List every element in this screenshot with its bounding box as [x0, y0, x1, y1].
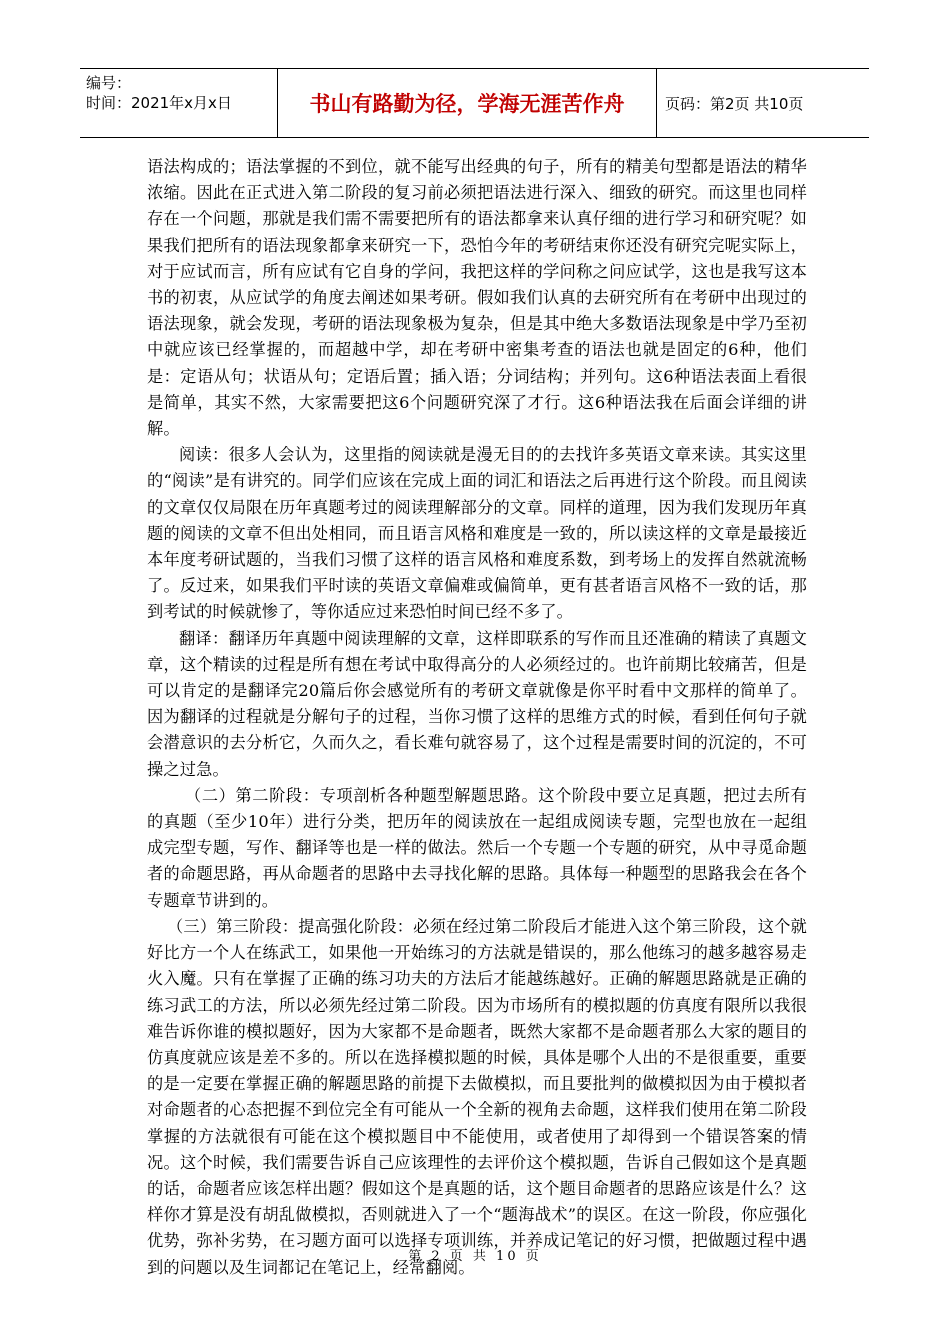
header-motto: 书山有路勤为径，学海无涯苦作舟 — [278, 69, 657, 137]
page-footer: 第 2 页 共 10 页 — [408, 1249, 542, 1264]
page-header — [80, 68, 869, 138]
paragraph-reading: 阅读：很多人会认为，这里指的阅读就是漫无目的的去找许多英语文章来读。其实这里的“阅读”是有讲究的。同学们应该在完成上面的词汇和语法之后再进行这个阶段。而且阅读的文章仅仅局限在历年真题考过的阅读理解部分的文章。同样的道理，因为我们发现历年真题的阅读的文章不但出处相同，而且语言风格和难度是一致的，所以读这样的文章是最接近本年度考研试题的，当我们习惯了这样的语言风格和难度系数，到考场上的发挥自然就流畅了。反过来，如果我们平时读的英语文章偏难或偏简单，更有甚者语言风格不一致的话，那到考试的时候就惨了，等你适应过来恐怕时间已经不多了。 — [147, 445, 807, 622]
document-time-label: 时间：2021年x月x日 — [86, 94, 232, 112]
header-page-info: 页码：第2页 共10页 — [665, 94, 804, 113]
paragraph-stage-three: （三）第三阶段：提高强化阶段：必须在经过第二阶段后才能进入这个第三阶段，这个就好比方一个人在练武工，如果他一开始练习的方法就是错误的，那么他练习的越多越容易走火入魔。只有在掌握了正确的练习功夫的方法后才能越练越好。正确的解题思路就是正确的练习武工的方法，所以必须先经过第二阶段。因为市场所有的模拟题的仿真度有限所以我很难告诉你谁的模拟题好，因为大家都不是命题者，既然大家都不是命题者那么大家的题目的仿真度就应该是差不多的。所以在选择模拟题的时候，具体是哪个人出的不是很重要，重要的是一定要在掌握正确的解题思路的前提下去做模拟，而且要批判的做模拟因为由于模拟者对命题者的心态把握不到位完全有可能从一个全新的视角去命题，这样我们使用在第二阶段掌握的方法就很有可能在这个模拟题目中不能使用，或者使用了却得到一个错误答案的情况。这个时候，我们需要告诉自己应该理性的去评价这个模拟题，告诉自己假如这个是真题的话，命题者应该怎样出题？假如这个是真题的话，这个题目命题者的思路应该是什么？这样你才算是没有胡乱做模拟，否则就进入了一个“题海战术”的误区。在这一阶段，你应强化优势，弥补劣势，在习题方面可以选择专项训练，并养成记笔记的好习惯，把做题过程中遇到的问题以及生词都记在笔记上，经常翻阅。 — [147, 916, 807, 1277]
paragraph-grammar: 语法构成的；语法掌握的不到位，就不能写出经典的句子，所有的精美句型都是语法的精华浓缩。因此在正式进入第二阶段的复习前必须把语法进行深入、细致的研究。而这里也同样存在一个问题，那就是我们需不需要把所有的语法都拿来认真仔细的进行学习和研究呢？如果我们把所有的语法现象都拿来研究一下，恐怕今年的考研结束你还没有研究完呢实际上，对于应试而言，所有应试有它自身的学问，我把这样的学问称之问应试学，这也是我写这本书的初衷，从应试学的角度去阐述如果考研。假如我们认真的去研究所有在考研中出现过的语法现象，就会发现，考研的语法现象极为复杂，但是其中绝大多数语法现象是中学乃至初中就应该已经掌握的，而超越中学，却在考研中密集考查的语法也就是固定的6种，他们是：定语从句；状语从句；定语后置；插入语；分词结构；并列句。这6种语法表面上看很是简单，其实不然，大家需要把这6个问题研究深了才行。这6种语法我在后面会详细的讲解。 — [147, 157, 807, 439]
paragraph-translation: 翻译：翻译历年真题中阅读理解的文章，这样即联系的写作而且还准确的精读了真题文章，这个精读的过程是所有想在考试中取得高分的人必须经过的。也许前期比较痛苦，但是可以肯定的是翻译完20篇后你会感觉所有的考研文章就像是你平时看中文那样的简单了。因为翻译的过程就是分解句子的过程，当你习惯了这样的思维方式的时候，看到任何句子就会潜意识的去分析它，久而久之，看长难句就容易了，这个过程是需要时间的沉淀的，不可操之过急。 — [147, 628, 807, 779]
paragraph-stage-two: （二）第二阶段：专项剖析各种题型解题思路。这个阶段中要立足真题，把过去所有的真题（至少10年）进行分类，把历年的阅读放在一起组成阅读专题，完型也放在一起组成完型专题，写作、翻译等也是一样的做法。然后一个专题一个专题的研究，从中寻觅命题者的命题思路，再从命题者的思路中去寻找化解的思路。具体每一种题型的思路我会在各个专题章节讲到的。 — [147, 785, 807, 910]
header-meta — [80, 69, 278, 137]
document-number-label: 编号： — [86, 74, 132, 92]
document-body — [147, 154, 807, 1281]
